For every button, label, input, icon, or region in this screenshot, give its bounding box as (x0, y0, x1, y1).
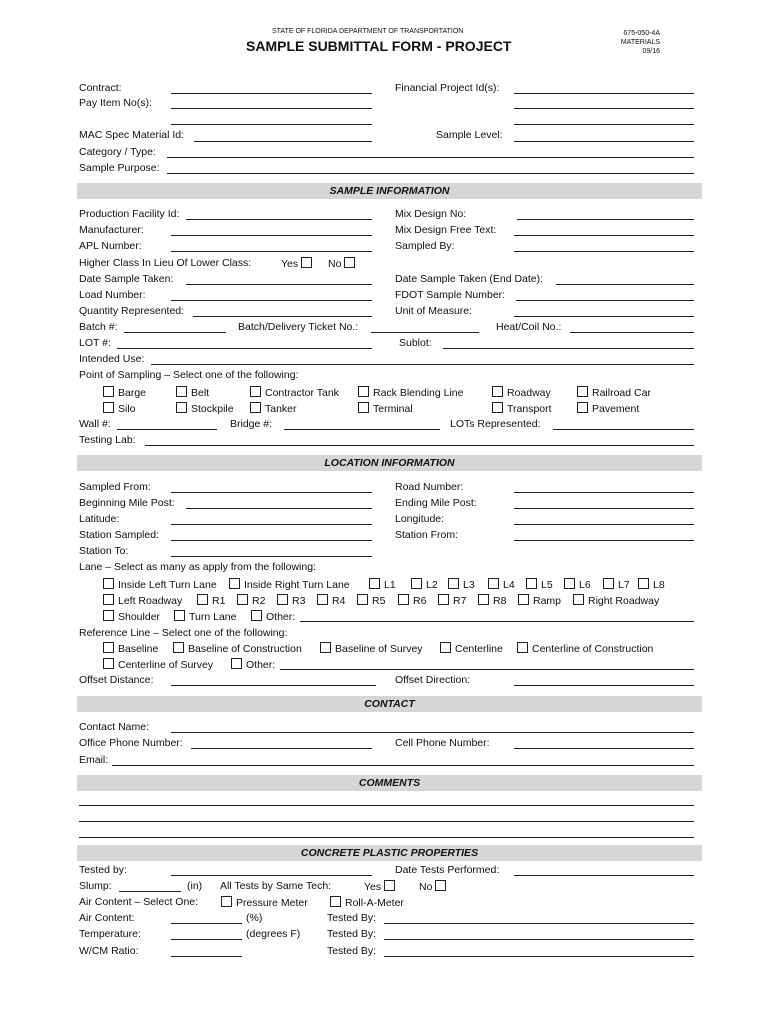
temperature-label: Temperature: (79, 928, 141, 940)
comments-line-3[interactable] (79, 837, 694, 838)
sampling-point-option[interactable] (176, 386, 209, 399)
lane-label: L3 (463, 579, 475, 591)
manufacturer-field[interactable] (171, 235, 372, 236)
sample-purpose-label: Sample Purpose: (79, 162, 160, 174)
lane-option[interactable] (478, 594, 506, 607)
mix-free-text-field[interactable] (514, 235, 694, 236)
sampling-point-checkbox[interactable] (103, 402, 114, 413)
higher-class-yes-label: Yes (281, 258, 299, 270)
lane-label: Lane – Select as many as apply from the following: (79, 561, 316, 573)
station-from-field[interactable] (514, 540, 694, 541)
lane-option[interactable] (398, 594, 426, 607)
lane-option[interactable] (317, 594, 345, 607)
reference-line-label: Centerline of Construction (532, 643, 654, 655)
sampling-point-label: Contractor Tank (265, 387, 339, 399)
sampling-point-option[interactable] (492, 386, 551, 399)
temp-tested-by-field[interactable] (384, 939, 694, 940)
lane-checkbox[interactable] (438, 594, 449, 605)
reference-line-option[interactable] (517, 642, 653, 655)
sampling-point-checkbox[interactable] (577, 402, 588, 413)
apl-number-label: APL Number: (79, 240, 142, 252)
roll-a-meter-option[interactable] (330, 896, 404, 909)
reference-line-checkbox[interactable] (103, 642, 114, 653)
reference-line-checkbox[interactable] (103, 658, 114, 669)
longitude-label: Longitude: (395, 513, 445, 525)
lane-label: L5 (541, 579, 553, 591)
reference-other-field[interactable] (280, 669, 694, 670)
concrete-header: CONCRETE PLASTIC PROPERTIES (77, 845, 702, 861)
manufacturer-label: Manufacturer: (79, 224, 144, 236)
category-field[interactable] (167, 157, 694, 158)
cell-phone-field[interactable] (514, 748, 694, 749)
sampling-point-checkbox[interactable] (358, 402, 369, 413)
lane-label: L8 (653, 579, 665, 591)
lane-label: R5 (372, 595, 386, 607)
lane-label: R6 (413, 595, 427, 607)
wall-field[interactable] (117, 429, 217, 430)
lane-checkbox[interactable] (197, 594, 208, 605)
reference-line-label: Reference Line – Select one of the following: (79, 627, 288, 639)
testing-lab-label: Testing Lab: (79, 434, 136, 446)
lane-checkbox[interactable] (237, 594, 248, 605)
category-label: Category / Type: (79, 146, 156, 158)
reference-line-option[interactable] (173, 642, 302, 655)
offset-direction-label: Offset Direction: (395, 674, 471, 686)
sample-level-field[interactable] (514, 141, 694, 142)
fdot-sample-field[interactable] (516, 300, 694, 301)
slump-field[interactable] (119, 891, 181, 892)
pressure-meter-option[interactable] (221, 896, 308, 909)
lane-option[interactable] (518, 594, 561, 607)
lane-option[interactable] (369, 578, 396, 591)
comments-line-2[interactable] (79, 821, 694, 822)
mix-design-no-label: Mix Design No: (395, 208, 467, 220)
load-number-field[interactable] (171, 300, 372, 301)
mac-spec-field[interactable] (194, 141, 372, 142)
lane-option[interactable] (277, 594, 305, 607)
lane-checkbox[interactable] (448, 578, 459, 589)
lane-checkbox[interactable] (174, 610, 185, 621)
uom-field[interactable] (514, 316, 694, 317)
roll-a-meter-checkbox[interactable] (330, 896, 341, 907)
lane-checkbox[interactable] (638, 578, 649, 589)
wcm-field[interactable] (171, 956, 242, 957)
sampling-point-label: Barge (118, 387, 147, 399)
lane-checkbox[interactable] (564, 578, 575, 589)
lane-option[interactable] (448, 578, 475, 591)
fdot-sample-label: FDOT Sample Number: (395, 289, 506, 301)
sampling-point-option[interactable] (176, 402, 234, 415)
lane-option[interactable] (564, 578, 591, 591)
tested-by-field[interactable] (171, 875, 372, 876)
load-number-label: Load Number: (79, 289, 146, 301)
sampling-point-option[interactable] (250, 386, 339, 399)
lane-label: R4 (332, 595, 346, 607)
reference-line-label: Centerline of Survey (118, 659, 214, 671)
production-facility-label: Production Facility Id: (79, 208, 180, 220)
lane-label: R8 (493, 595, 507, 607)
sampling-point-label: Transport (507, 403, 552, 415)
date-end-label: Date Sample Taken (End Date): (395, 273, 544, 285)
sampling-point-label: Tanker (265, 403, 297, 415)
lot-field[interactable] (117, 348, 372, 349)
form-title: SAMPLE SUBMITTAL FORM - PROJECT (246, 38, 512, 54)
reference-line-label: Baseline (118, 643, 159, 655)
temp-tested-by-label: Tested By: (327, 928, 377, 940)
all-tests-label: All Tests by Same Tech: (220, 880, 332, 892)
apl-number-field[interactable] (171, 251, 372, 252)
form-number: 675-050-4A (623, 30, 660, 37)
sampling-point-label: Pavement (592, 403, 640, 415)
lane-checkbox[interactable] (398, 594, 409, 605)
bridge-field[interactable] (284, 429, 440, 430)
higher-class-yes-checkbox[interactable] (301, 257, 312, 268)
offset-distance-field[interactable] (171, 685, 376, 686)
date-end-field[interactable] (556, 284, 694, 285)
slump-unit: (in) (187, 880, 203, 892)
form-number-block (600, 29, 660, 56)
reference-line-checkbox[interactable] (231, 658, 242, 669)
bridge-label: Bridge #: (230, 418, 273, 430)
batch-ticket-label: Batch/Delivery Ticket No.: (238, 321, 359, 333)
agency-name: STATE OF FLORIDA DEPARTMENT OF TRANSPORTATION (272, 28, 464, 35)
higher-class-yes[interactable] (281, 257, 316, 270)
all-tests-yes-checkbox[interactable] (384, 880, 395, 891)
air-tested-by-label: Tested By: (327, 912, 377, 924)
sampling-point-checkbox[interactable] (250, 402, 261, 413)
lots-represented-label: LOTs Represented: (450, 418, 541, 430)
lane-option[interactable] (573, 594, 659, 607)
sublot-field[interactable] (443, 348, 694, 349)
sample-level-label: Sample Level: (436, 129, 503, 141)
all-tests-yes-label: Yes (364, 881, 382, 893)
pressure-meter-checkbox[interactable] (221, 896, 232, 907)
date-tests-field[interactable] (514, 875, 694, 876)
contact-header: CONTACT (77, 696, 702, 712)
sampling-point-label: Terminal (373, 403, 413, 415)
form-office: MATERIALS (620, 39, 660, 46)
higher-class-no[interactable] (328, 257, 359, 270)
mac-spec-label: MAC Spec Material Id: (79, 129, 185, 141)
sampled-by-field[interactable] (514, 251, 694, 252)
lane-label: L7 (618, 579, 630, 591)
lane-label: L4 (503, 579, 515, 591)
reference-line-option[interactable] (440, 642, 503, 655)
lane-option[interactable] (488, 578, 515, 591)
air-select-label: Air Content – Select One: (79, 896, 199, 908)
lane-label: L6 (579, 579, 591, 591)
sublot-label: Sublot: (399, 337, 432, 349)
lane-checkbox[interactable] (103, 610, 114, 621)
wall-label: Wall #: (79, 418, 111, 430)
lane-option[interactable] (237, 594, 265, 607)
sampling-point-option[interactable] (492, 402, 552, 415)
sampled-from-field[interactable] (171, 492, 372, 493)
lane-label: Ramp (533, 595, 562, 607)
lane-option[interactable] (526, 578, 553, 591)
reference-line-checkbox[interactable] (173, 642, 184, 653)
all-tests-no-checkbox[interactable] (435, 880, 446, 891)
latitude-label: Latitude: (79, 513, 120, 525)
lane-checkbox[interactable] (478, 594, 489, 605)
email-label: Email: (79, 754, 109, 766)
heat-coil-label: Heat/Coil No.: (496, 321, 562, 333)
sampling-point-checkbox[interactable] (577, 386, 588, 397)
offset-direction-field[interactable] (514, 685, 694, 686)
mix-design-no-field[interactable] (517, 219, 694, 220)
sampling-point-label: Belt (191, 387, 210, 399)
lane-option[interactable] (603, 578, 630, 591)
sampling-point-option[interactable] (103, 402, 136, 415)
station-from-label: Station From: (395, 529, 459, 541)
sampling-point-checkbox[interactable] (492, 386, 503, 397)
lane-label: Shoulder (118, 611, 161, 623)
pay-item-label: Pay Item No(s): (79, 97, 152, 109)
reference-line-label: Centerline (455, 643, 503, 655)
all-tests-no[interactable] (419, 880, 450, 893)
all-tests-yes[interactable] (364, 880, 399, 893)
ending-mp-field[interactable] (514, 508, 694, 509)
lane-label: Turn Lane (189, 611, 237, 623)
sampled-by-label: Sampled By: (395, 240, 455, 252)
lane-checkbox[interactable] (573, 594, 584, 605)
lane-option[interactable] (103, 594, 182, 607)
reference-line-checkbox[interactable] (440, 642, 451, 653)
lane-option[interactable] (174, 610, 236, 623)
reference-line-checkbox[interactable] (320, 642, 331, 653)
contract-label: Contract: (79, 82, 122, 94)
pay-item-field-1[interactable] (171, 108, 372, 109)
intended-use-label: Intended Use: (79, 353, 145, 365)
roll-a-meter-label: Roll-A-Meter (345, 897, 404, 909)
contact-name-label: Contact Name: (79, 721, 150, 733)
lane-option[interactable] (103, 578, 217, 591)
contract-field[interactable] (171, 93, 372, 94)
higher-class-label: Higher Class In Lieu Of Lower Class: (79, 257, 252, 269)
sample-information-header: SAMPLE INFORMATION (77, 183, 702, 199)
all-tests-no-label: No (419, 881, 433, 893)
reference-line-label: Other: (246, 659, 276, 671)
lane-checkbox[interactable] (488, 578, 499, 589)
date-taken-field[interactable] (186, 284, 372, 285)
latitude-field[interactable] (171, 524, 372, 525)
date-tests-label: Date Tests Performed: (395, 864, 500, 876)
wcm-tested-by-field[interactable] (384, 956, 694, 957)
sampled-from-label: Sampled From: (79, 481, 151, 493)
lane-label: R3 (292, 595, 306, 607)
comments-line-1[interactable] (79, 805, 694, 806)
location-information-header: LOCATION INFORMATION (77, 455, 702, 471)
reference-line-option[interactable] (103, 658, 213, 671)
temperature-field[interactable] (171, 939, 242, 940)
sampling-point-option[interactable] (577, 402, 639, 415)
lane-checkbox[interactable] (229, 578, 240, 589)
lane-label: Inside Right Turn Lane (244, 579, 350, 591)
cell-phone-label: Cell Phone Number: (395, 737, 490, 749)
sampling-point-checkbox[interactable] (250, 386, 261, 397)
slump-label: Slump: (79, 880, 112, 892)
higher-class-no-label: No (328, 258, 342, 270)
beginning-mp-field[interactable] (186, 508, 372, 509)
lane-option[interactable] (411, 578, 438, 591)
lane-checkbox[interactable] (518, 594, 529, 605)
lane-checkbox[interactable] (103, 594, 114, 605)
sampling-point-option[interactable] (103, 386, 146, 399)
sampling-point-checkbox[interactable] (358, 386, 369, 397)
lane-checkbox[interactable] (357, 594, 368, 605)
batch-label: Batch #: (79, 321, 118, 333)
longitude-field[interactable] (514, 524, 694, 525)
lane-option[interactable] (357, 594, 385, 607)
air-content-field[interactable] (171, 923, 242, 924)
lane-label: Right Roadway (588, 595, 660, 607)
lane-label: L2 (426, 579, 438, 591)
pressure-meter-label: Pressure Meter (236, 897, 308, 909)
station-to-field[interactable] (171, 556, 372, 557)
lane-label: Other: (266, 611, 296, 623)
comments-header: COMMENTS (77, 775, 702, 791)
lane-option[interactable] (438, 594, 466, 607)
financial-project-field-3[interactable] (514, 124, 694, 125)
lane-option[interactable] (103, 610, 160, 623)
reference-line-checkbox[interactable] (517, 642, 528, 653)
financial-project-field-1[interactable] (514, 93, 694, 94)
higher-class-no-checkbox[interactable] (344, 257, 355, 268)
sampling-point-checkbox[interactable] (176, 402, 187, 413)
road-number-field[interactable] (514, 492, 694, 493)
lane-option[interactable] (638, 578, 665, 591)
production-facility-field[interactable] (186, 219, 372, 220)
lane-label: R1 (212, 595, 226, 607)
sampling-point-label: Stockpile (191, 403, 234, 415)
sample-purpose-field[interactable] (167, 173, 694, 174)
quantity-label: Quantity Represented: (79, 305, 185, 317)
lane-checkbox[interactable] (411, 578, 422, 589)
offset-distance-label: Offset Distance: (79, 674, 154, 686)
lane-option[interactable] (251, 610, 295, 623)
sampling-point-checkbox[interactable] (492, 402, 503, 413)
sampling-point-option[interactable] (358, 402, 413, 415)
lane-label: Inside Left Turn Lane (118, 579, 217, 591)
temperature-unit: (degrees F) (246, 928, 301, 940)
sampling-point-checkbox[interactable] (103, 386, 114, 397)
contact-name-field[interactable] (171, 732, 694, 733)
air-content-unit: (%) (246, 912, 263, 924)
lane-other-field[interactable] (300, 621, 694, 622)
wcm-tested-by-label: Tested By: (327, 945, 377, 957)
sampling-point-label: Rack Blending Line (373, 387, 464, 399)
financial-project-field-2[interactable] (514, 108, 694, 109)
sampling-point-label: Railroad Car (592, 387, 651, 399)
air-tested-by-field[interactable] (384, 923, 694, 924)
sampling-point-label: Silo (118, 403, 136, 415)
sampling-point-checkbox[interactable] (176, 386, 187, 397)
lots-represented-field[interactable] (553, 429, 694, 430)
beginning-mp-label: Beginning Mile Post: (79, 497, 175, 509)
email-field[interactable] (112, 765, 694, 766)
road-number-label: Road Number: (395, 481, 464, 493)
wcm-label: W/CM Ratio: (79, 945, 139, 957)
lot-label: LOT #: (79, 337, 111, 349)
intended-use-field[interactable] (151, 364, 694, 365)
financial-project-label: Financial Project Id(s): (395, 82, 500, 94)
reference-line-option[interactable] (103, 642, 158, 655)
heat-coil-field[interactable] (570, 332, 694, 333)
lane-checkbox[interactable] (526, 578, 537, 589)
lane-label: Left Roadway (118, 595, 183, 607)
point-sampling-label: Point of Sampling – Select one of the following: (79, 369, 299, 381)
batch-ticket-field[interactable] (371, 332, 479, 333)
station-to-label: Station To: (79, 545, 129, 557)
testing-lab-field[interactable] (145, 445, 694, 446)
station-sampled-field[interactable] (171, 540, 372, 541)
pay-item-field-2[interactable] (171, 124, 372, 125)
tested-by-label: Tested by: (79, 864, 127, 876)
reference-line-option[interactable] (320, 642, 423, 655)
uom-label: Unit of Measure: (395, 305, 473, 317)
lane-option[interactable] (197, 594, 225, 607)
lane-checkbox[interactable] (603, 578, 614, 589)
sampling-point-option[interactable] (577, 386, 651, 399)
lane-checkbox[interactable] (317, 594, 328, 605)
reference-line-label: Baseline of Construction (188, 643, 302, 655)
sampling-point-option[interactable] (358, 386, 463, 399)
quantity-field[interactable] (193, 316, 372, 317)
office-phone-label: Office Phone Number: (79, 737, 183, 749)
sampling-point-option[interactable] (250, 402, 297, 415)
lane-checkbox[interactable] (277, 594, 288, 605)
lane-label: R2 (252, 595, 266, 607)
mix-free-text-label: Mix Design Free Text: (395, 224, 497, 236)
lane-label: L1 (384, 579, 396, 591)
station-sampled-label: Station Sampled: (79, 529, 159, 541)
form-revision: 09/16 (642, 48, 660, 55)
lane-option[interactable] (229, 578, 350, 591)
lane-label: R7 (453, 595, 467, 607)
reference-line-label: Baseline of Survey (335, 643, 423, 655)
reference-line-option[interactable] (231, 658, 275, 671)
ending-mp-label: Ending Mile Post: (395, 497, 477, 509)
sampling-point-label: Roadway (507, 387, 551, 399)
lane-checkbox[interactable] (103, 578, 114, 589)
office-phone-field[interactable] (191, 748, 372, 749)
date-taken-label: Date Sample Taken: (79, 273, 174, 285)
lane-checkbox[interactable] (369, 578, 380, 589)
air-content-label: Air Content: (79, 912, 135, 924)
lane-checkbox[interactable] (251, 610, 262, 621)
batch-field[interactable] (124, 332, 226, 333)
